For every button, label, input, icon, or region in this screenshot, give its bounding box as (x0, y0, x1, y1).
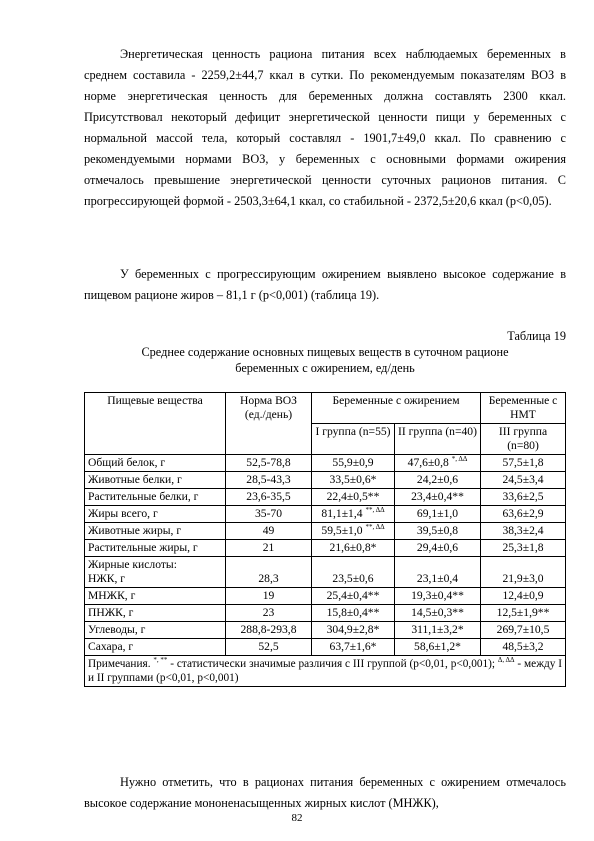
row-name-value: Растительные белки, г (88, 490, 199, 503)
cell-group-2-value: 23,4±0,4** (411, 490, 464, 503)
note-label: Примечания. (88, 658, 151, 670)
row-name (85, 489, 226, 506)
row-name (85, 557, 226, 588)
table-note (85, 656, 566, 687)
cell-group-1-value: 15,8±0,4** (326, 606, 380, 619)
cell-group-2-value: 39,5±0,8 (416, 524, 459, 537)
fatty-acids-label: Жирные кислоты: (88, 558, 177, 571)
cell-group-3: 21,9±3,0 (481, 557, 566, 588)
cell-norm (226, 588, 312, 605)
cell-norm-value: 288,8-293,8 (240, 623, 297, 636)
cell-group-2-value: 14,5±0,3** (411, 606, 464, 619)
cell-norm-value: 28,5-43,3 (246, 473, 291, 486)
cell-group-2 (395, 639, 481, 656)
note-text-2: - между I и II группами (p<0,01, p<0,001) (88, 658, 563, 684)
row-name-value: ПНЖК, г (88, 606, 134, 619)
cell-group-3 (481, 605, 566, 622)
cell-norm (226, 540, 312, 557)
nutrients-table (84, 392, 566, 687)
nzhk-label: НЖК, г (88, 572, 126, 585)
cell-group-2-value: 47,6±0,8 (407, 456, 449, 469)
table-row (85, 472, 566, 489)
row-name-value: МНЖК, г (88, 589, 136, 602)
row-name (85, 472, 226, 489)
row-name-value: Углеводы, г (88, 623, 146, 636)
cell-group-2-value: 58,6±1,2* (414, 640, 461, 653)
cell-group-3 (481, 472, 566, 489)
paragraph-fat-content: У беременных с прогрессирующим ожирением выявлено высокое содержание в пищевом рационе жиров – 81,1 г (p<0,001) (таблица 19). (84, 267, 566, 302)
cell-group-3-value: 57,5±1,8 (502, 456, 544, 469)
cell-norm (226, 523, 312, 540)
table-row (85, 455, 566, 472)
header-nmt: Беременные с НМТ (481, 393, 566, 424)
cell-group-3 (481, 523, 566, 540)
paragraph-energy-value: Энергетическая ценность рациона питания всех наблюдаемых беременных в среднем составила - 2259,2±44,7 ккал в сутки. По рекомендуемым показателям ВОЗ в норме энергетическая ценность для беременных должна составлять 2300 ккал. Присутствовал некоторый дефицит энергетической ценности пищи у беременных с нормальной массой тела, который составлял - 1901,7±49,0 ккал. По сравнению с рекомендуемыми нормами ВОЗ, у беременных с основными формами ожирения отмечалось превышение энергетической ценности суточных рационов питания. С прогрессирующей формой - 2503,3±64,1 ккал, со стабильной - 2372,5±20,6 ккал (p<0,05). (84, 47, 566, 208)
cell-norm: 28,3 (226, 557, 312, 588)
cell-group-1 (312, 622, 395, 639)
cell-norm (226, 489, 312, 506)
cell-group-1 (312, 472, 395, 489)
cell-norm-value: 49 (262, 524, 275, 537)
cell-norm-value: 52,5-78,8 (246, 456, 291, 469)
cell-group-3-value: 63,6±2,9 (502, 507, 544, 520)
header-norm: Норма ВОЗ (ед./день) (226, 393, 312, 455)
table-row (85, 506, 566, 523)
cell-group-3 (481, 622, 566, 639)
cell-group-1 (312, 639, 395, 656)
cell-group-2-value: 19,3±0,4** (411, 589, 464, 602)
row-name (85, 622, 226, 639)
cell-norm-value: 21 (262, 541, 275, 554)
cell-group-2-value: 311,1±3,2* (411, 623, 464, 636)
cell-group-3 (481, 639, 566, 656)
cell-group-2-value: 29,4±0,6 (416, 541, 459, 554)
row-name-value: Сахара, г (88, 640, 134, 653)
cell-group-1-value: 59,5±1,0 (321, 524, 363, 537)
cell-group-1-value: 25,4±0,4** (326, 589, 380, 602)
significance-mark: **, ΔΔ (365, 523, 385, 532)
cell-group-1-value: 63,7±1,6* (329, 640, 377, 653)
table-note-row (85, 656, 566, 687)
cell-group-3-value: 25,3±1,8 (502, 541, 544, 554)
table-row (85, 588, 566, 605)
cell-group-2 (395, 523, 481, 540)
note-sup-2: Δ, ΔΔ (497, 656, 515, 665)
header-nutrients: Пищевые вещества (85, 393, 226, 455)
header-group-2: II группа (n=40) (395, 424, 481, 455)
row-name (85, 455, 226, 472)
row-name (85, 523, 226, 540)
table-row (85, 489, 566, 506)
cell-group-1 (312, 605, 395, 622)
note-text-1: - статистически значимые различия с III группой (p<0,01, p<0,001); (167, 658, 498, 670)
cell-group-1 (312, 489, 395, 506)
cell-norm-value: 23 (262, 606, 275, 619)
cell-group-2 (395, 455, 481, 472)
cell-group-2 (395, 605, 481, 622)
cell-group-2-value: 69,1±1,0 (416, 507, 459, 520)
row-name (85, 639, 226, 656)
caption-line-2: беременных с ожирением, ед/день (235, 361, 415, 375)
significance-mark: **, ΔΔ (365, 506, 385, 515)
cell-group-1-value: 33,5±0,6* (329, 473, 377, 486)
row-name-value: Жиры всего, г (88, 507, 158, 520)
note-sup-1: *, ** (153, 656, 168, 665)
header-obese: Беременные с ожирением (312, 393, 481, 424)
cell-group-1-value: 304,9±2,8* (326, 623, 380, 636)
cell-group-1 (312, 455, 395, 472)
cell-norm-value: 52,5 (258, 640, 279, 653)
cell-group-3 (481, 455, 566, 472)
table-row (85, 540, 566, 557)
table-row (85, 622, 566, 639)
cell-norm-value: 23,6-35,5 (246, 490, 291, 503)
table-row (85, 605, 566, 622)
cell-group-1: 23,5±0,6 (312, 557, 395, 588)
cell-group-3-value: 33,6±2,5 (502, 490, 544, 503)
row-name (85, 506, 226, 523)
cell-norm (226, 639, 312, 656)
caption-line-1: Среднее содержание основных пищевых веществ в суточном рационе (141, 345, 509, 359)
cell-norm-value: 19 (262, 589, 275, 602)
row-name-value: Растительные жиры, г (88, 541, 198, 554)
cell-group-2 (395, 506, 481, 523)
cell-group-2 (395, 472, 481, 489)
table-caption (84, 344, 566, 376)
row-name-value: Общий белок, г (88, 456, 166, 469)
cell-group-1-value: 22,4±0,5** (326, 490, 380, 503)
cell-group-3-value: 38,3±2,4 (502, 524, 544, 537)
table-number: Таблица 19 (507, 329, 566, 343)
row-name-value: Животные жиры, г (88, 524, 182, 537)
cell-group-1 (312, 540, 395, 557)
cell-group-2: 23,1±0,4 (395, 557, 481, 588)
significance-mark: *, ΔΔ (451, 455, 468, 464)
page-number: 82 (291, 812, 303, 824)
table-row (85, 557, 566, 588)
cell-group-1-value: 55,9±0,9 (332, 456, 374, 469)
cell-norm (226, 622, 312, 639)
table-row (85, 639, 566, 656)
cell-group-1-value: 21,6±0,8* (329, 541, 377, 554)
paragraph-mufa: Нужно отметить, что в рационах питания беременных с ожирением отмечалось высокое содержание мононенасыщенных жирных кислот (МНЖК), (84, 775, 566, 810)
cell-group-3-value: 269,7±10,5 (496, 623, 550, 636)
cell-group-2-value: 24,2±0,6 (416, 473, 459, 486)
row-name (85, 588, 226, 605)
cell-group-1 (312, 588, 395, 605)
cell-group-2 (395, 540, 481, 557)
cell-group-3-value: 48,5±3,2 (502, 640, 544, 653)
row-name (85, 605, 226, 622)
cell-group-1 (312, 506, 395, 523)
cell-group-3 (481, 489, 566, 506)
cell-norm (226, 605, 312, 622)
table-header-row (85, 393, 566, 424)
cell-group-1 (312, 523, 395, 540)
cell-group-2 (395, 588, 481, 605)
row-name-value: Животные белки, г (88, 473, 182, 486)
cell-group-3 (481, 506, 566, 523)
cell-group-3 (481, 540, 566, 557)
header-group-1: I группа (n=55) (312, 424, 395, 455)
cell-group-2 (395, 622, 481, 639)
cell-group-3-value: 12,4±0,9 (502, 589, 544, 602)
cell-group-3-value: 12,5±1,9** (496, 606, 550, 619)
cell-group-3-value: 24,5±3,4 (502, 473, 544, 486)
cell-norm (226, 506, 312, 523)
cell-norm (226, 455, 312, 472)
cell-group-2 (395, 489, 481, 506)
cell-group-3 (481, 588, 566, 605)
row-name (85, 540, 226, 557)
cell-norm (226, 472, 312, 489)
cell-group-1-value: 81,1±1,4 (321, 507, 363, 520)
header-group-3: III группа (n=80) (481, 424, 566, 455)
cell-norm-value: 35-70 (254, 507, 283, 520)
table-row (85, 523, 566, 540)
